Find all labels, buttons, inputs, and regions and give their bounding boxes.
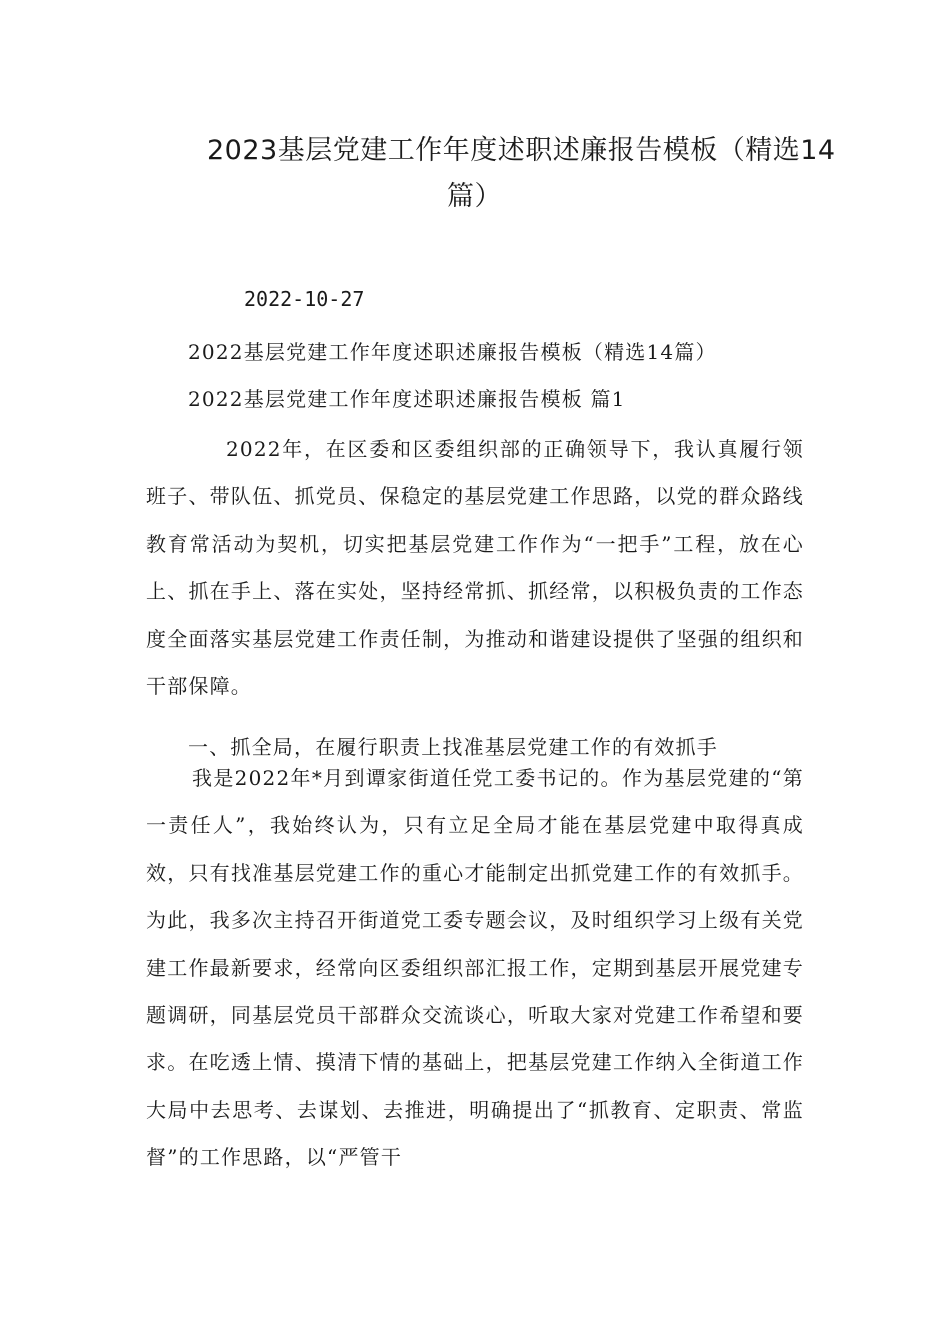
section-heading-1: 一、抓全局，在履行职责上找准基层党建工作的有效抓手: [188, 735, 718, 759]
paragraph-2: 我是2022年*月到谭家街道任党工委书记的。作为基层党建的“第一责任人”，我始终认为，只有立足全局才能在基层党建中取得真成效，只有找准基层党建工作的重心才能制定出抓党建工作的有效抓手。为此，我多次主持召开街道党工委专题会议，及时组织学习上级有关党建工作最新要求，经常向区委组织部汇报工作，定期到基层开展党建专题调研，同基层党员干部群众交流谈心，听取大家对党建工作希望和要求。在吃透上情、摸清下情的基础上，把基层党建工作纳入全街道工作大局中去思考、去谋划、去推进，明确提出了“抓教育、定职责、常监督”的工作思路，以“严管干: [146, 766, 804, 1170]
document-date: 2022-10-27: [244, 287, 365, 311]
section-title: 2022基层党建工作年度述职述廉报告模板 篇1: [188, 387, 626, 411]
paragraph-1: 2022年，在区委和区委组织部的正确领导下，我认真履行领班子、带队伍、抓党员、保稳定的基层党建工作思路，以党的群众路线教育常活动为契机，切实把基层党建工作作为“一把手”工程，放在心上、抓在手上、落在实处，坚持经常抓、抓经常，以积极负责的工作态度全面落实基层党建工作责任制，为推动和谐建设提供了坚强的组织和干部保障。: [146, 437, 804, 699]
document-subtitle: 2022基层党建工作年度述职述廉报告模板（精选14篇）: [188, 340, 717, 364]
title-line-1: 2023基层党建工作年度述职述廉报告模板（精选14: [207, 135, 836, 166]
title-line-2: 篇）: [447, 181, 502, 212]
document-title: [150, 128, 850, 220]
